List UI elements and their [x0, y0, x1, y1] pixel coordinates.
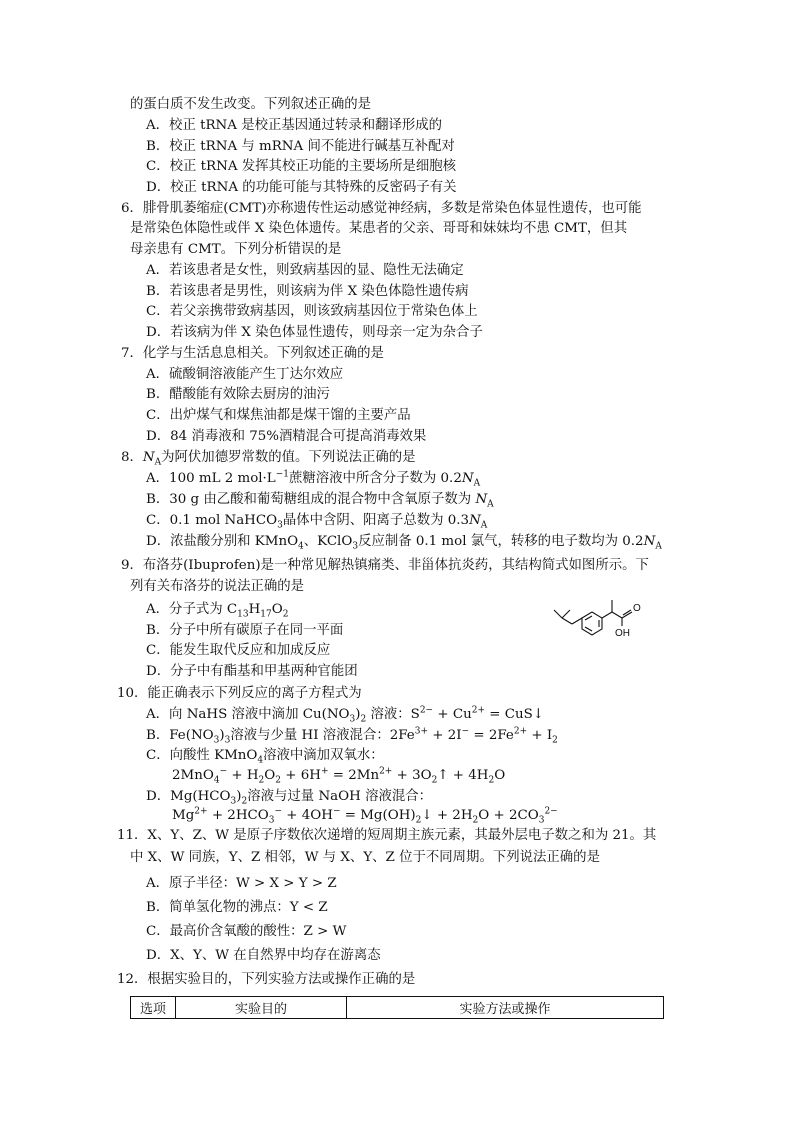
q8-d-na: N [643, 534, 656, 549]
q11-option-a: A．原子半径：W > X > Y > Z [146, 876, 337, 891]
q10-option-a [146, 705, 544, 725]
q8-c-text: C．0.1 mol NaHCO [146, 513, 278, 528]
q6-option-b: B．若该患者是男性，则该病为伴 X 染色体隐性遗传病 [146, 284, 469, 299]
q9-a-sub1: 13 [237, 609, 249, 620]
q10-c2-t3: O [264, 768, 276, 783]
q10-d2-t3: + 4OH [282, 808, 333, 823]
q10-a-sp2: 2+ [471, 705, 485, 716]
q10-b-s1: 3 [213, 735, 220, 746]
q7-stem: 7．化学与生活息息相关。下列叙述正确的是 [121, 346, 384, 361]
q8-a-na-sub: A [473, 478, 481, 489]
propionic-bond-2 [612, 612, 622, 618]
q10-b-sp2: − [461, 726, 470, 737]
q8-na-symbol: N [142, 450, 155, 465]
q9-stem-line1: 9．布洛芬(Ibuprofen)是一种常见解热镇痛类、非甾体抗炎药，其结构简式如图所示。下 [121, 558, 649, 573]
q10-c2-t8: O [494, 768, 506, 783]
q8-d-text3: 反应制备 0.1 mol 氯气，转移的电子数均为 0.2 [358, 534, 644, 549]
q10-b-sp1: 3+ [414, 726, 429, 737]
q11-option-c: C．最高价含氧酸的酸性：Z > W [146, 924, 347, 939]
q10-a-t3: 溶液：S [366, 707, 420, 722]
q8-d-text: D．浓盐酸分别和 KMnO [146, 534, 299, 549]
q8-d-sub: 4 [298, 541, 304, 552]
q10-d2-s4: 3 [538, 815, 545, 826]
q10-c2-s2: 2 [258, 775, 265, 786]
q10-c-t1: C．向酸性 KMnO [146, 748, 258, 763]
q10-d2-t2: + 2HCO [207, 808, 269, 823]
q9-a-o: O [271, 602, 283, 617]
hydroxyl-label: OH [615, 628, 630, 638]
q5-option-d: D．校正 tRNA 的功能可能与其特殊的反密码子有关 [146, 180, 457, 195]
q10-c2-t6: + 3O [392, 768, 432, 783]
q9-a-sub3: 2 [282, 609, 289, 620]
q10-d-t3: 溶液与过量 NaOH 溶液混合： [247, 789, 433, 804]
q7-option-d: D．84 消毒液和 75%酒精混合可提高消毒效果 [146, 429, 427, 444]
q8-d-text2: 、KClO [303, 534, 353, 549]
q8-number: 8． [121, 450, 143, 465]
q10-c2-s1: 4 [213, 775, 220, 786]
q8-c-na: N [469, 513, 481, 528]
q10-b-s3: 2 [552, 735, 558, 746]
q10-option-d-equation [172, 806, 558, 826]
table-header-method: 实验方法或操作 [347, 997, 664, 1019]
q10-d2-t5: ↓ + 2H [421, 808, 473, 823]
q12-experiment-table [130, 996, 664, 1019]
q8-option-d [146, 532, 662, 552]
q8-c-na-sub: A [480, 520, 488, 531]
q8-option-a [146, 469, 480, 489]
q10-option-c [146, 746, 384, 766]
q12-stem: 12．根据实验目的，下列实验方法或操作正确的是 [117, 972, 416, 987]
q10-b-t4: + 2I [428, 728, 462, 743]
q8-stem [121, 448, 416, 468]
q8-b-na: N [475, 492, 488, 507]
q10-b-t1: B．Fe(NO [146, 728, 214, 743]
q10-stem: 10．能正确表示下列反应的离子方程式为 [117, 686, 362, 701]
q9-option-b: B．分子中所有碳原子在同一平面 [146, 623, 344, 638]
q8-d-na-sub: A [655, 541, 662, 552]
q6-stem-line1: 6．腓骨肌萎缩症(CMT)亦称遗传性运动感觉神经病，多数是常染色体显性遗传，也可能 [121, 201, 642, 216]
q10-b-t3: 溶液与少量 HI 溶液混合：2Fe [230, 728, 415, 743]
q10-d2-sp2: − [274, 806, 283, 817]
q10-d2-sp4: 2− [544, 806, 558, 817]
q10-option-d [146, 787, 432, 807]
q7-option-a: A．硫酸铜溶液能产生丁达尔效应 [146, 367, 344, 382]
q8-d-sub2: 3 [352, 541, 359, 552]
q5-option-b: B．校正 tRNA 与 mRNA 间不能进行碱基互补配对 [146, 139, 455, 154]
q10-c2-t2: + H [227, 768, 259, 783]
q10-b-t6: + I [527, 728, 553, 743]
carbonyl-bond-b [623, 610, 631, 615]
q10-d-t2: ) [236, 789, 242, 804]
q10-b-sp3: 2+ [513, 726, 528, 737]
q8-c-text2: 晶体中含阴、阳离子总数为 0.3 [282, 513, 470, 528]
q10-c2-t1: 2MnO [172, 768, 214, 783]
q10-d2-t6: O + 2CO [478, 808, 539, 823]
q6-stem-line2: 是常染色体隐性或伴 X 染色体遗传。某患者的父亲、哥哥和妹妹均不患 CMT，但其 [130, 221, 628, 236]
q8-b-na-sub: A [487, 499, 494, 510]
table-header-option: 选项 [131, 997, 176, 1019]
q9-a-sub2: 17 [260, 609, 272, 620]
q10-a-sp1: 2− [419, 705, 434, 716]
q10-c2-t7: ↑ + 4H [437, 768, 489, 783]
q10-c-s1: 4 [257, 755, 264, 766]
q10-d-s1: 3 [230, 796, 237, 807]
q10-c2-s4: 2 [431, 775, 438, 786]
propionic-bond-1 [602, 612, 612, 618]
q7-option-b: B．醋酸能有效除去厨房的油污 [146, 387, 330, 402]
isobutyl-bond-3 [562, 618, 572, 624]
table-header-row [131, 997, 664, 1019]
isobutyl-bond-1 [554, 610, 562, 618]
q5-option-a: A．校正 tRNA 是校正基因通过转录和翻译形成的 [146, 118, 443, 133]
q10-option-b [146, 726, 558, 746]
q10-d2-sp3: − [332, 806, 341, 817]
q9-a-text: A．分子式为 C [146, 602, 238, 617]
q10-a-t4: + Cu [433, 707, 472, 722]
q11-stem-line1: 11．X、Y、Z、W 是原子序数依次递增的短周期主族元素，其最外层电子数之和为 21。其 [117, 828, 657, 843]
q9-option-a [146, 600, 288, 620]
q5-stem-continuation: 的蛋白质不发生改变。下列叙述正确的是 [130, 97, 372, 112]
q10-a-t5: = CuS↓ [485, 707, 544, 722]
q10-d2-s3: 2 [472, 815, 479, 826]
q8-option-c [146, 511, 487, 531]
q10-c-t2: 溶液中滴加双氧水： [263, 748, 384, 763]
q7-option-c: C．出炉煤气和煤焦油都是煤干馏的主要产品 [146, 408, 411, 423]
isobutyl-bond-4 [572, 618, 582, 624]
q8-b-text: B．30 g 由乙酸和葡萄糖组成的混合物中含氧原子数为 [146, 492, 476, 507]
q10-c2-t4: + 6H [281, 768, 321, 783]
q11-option-b: B．简单氢化物的沸点：Y < Z [146, 900, 328, 915]
q8-a-text2: 蔗糖溶液中所含分子数为 0.2 [288, 471, 462, 486]
carbonyl-oxygen-label: O [633, 603, 641, 614]
q10-d-t1: D．Mg(HCO [146, 789, 231, 804]
q6-stem-line3: 母亲患有 CMT。下列分析错误的是 [130, 242, 342, 257]
q10-d-s2: 2 [241, 796, 248, 807]
q6-option-c: C．若父亲携带致病基因，则该致病基因位于常染色体上 [146, 304, 478, 319]
q9-stem-line2: 列有关布洛芬的说法正确的是 [130, 579, 305, 594]
q11-stem-line2: 中 X、W 同族，Y、Z 相邻，W 与 X、Y、Z 位于不同周期。下列说法正确的是 [130, 850, 600, 865]
q10-option-c-equation [172, 766, 505, 786]
q8-stem-text: 为阿伏加德罗常数的值。下列说法正确的是 [161, 450, 416, 465]
q10-c2-sp3: 2+ [379, 766, 393, 777]
ibuprofen-structure-diagram [552, 590, 652, 638]
isobutyl-bond-2 [562, 610, 570, 618]
q10-d2-s2: 2 [415, 815, 422, 826]
q9-option-c: C．能发生取代反应和加成反应 [146, 643, 331, 658]
q10-d2-sp1: 2+ [194, 806, 208, 817]
q6-option-a: A．若该患者是女性，则致病基因的显、隐性无法确定 [146, 263, 464, 278]
benzene-double-bond-1 [585, 616, 592, 620]
q10-d2-t1: Mg [172, 808, 195, 823]
q8-c-sub: 3 [277, 520, 283, 531]
q8-a-na: N [461, 471, 474, 486]
q10-c2-s3: 2 [275, 775, 281, 786]
q10-a-t2: ) [355, 707, 361, 722]
q10-c2-s5: 2 [488, 775, 495, 786]
q8-a-text: A．100 mL 2 mol·L [146, 471, 276, 486]
q10-c2-sp2: + [320, 766, 329, 777]
q5-option-c: C．校正 tRNA 发挥其校正功能的主要场所是细胞核 [146, 159, 457, 174]
table-header-purpose: 实验目的 [176, 997, 347, 1019]
q10-b-t5: = 2Fe [469, 728, 514, 743]
q10-d2-t4: = Mg(OH) [340, 808, 416, 823]
q10-a-s1: 3 [349, 714, 356, 725]
q10-b-s2: 3 [224, 735, 231, 746]
q8-na-subscript: A [154, 457, 162, 468]
q8-a-sup: −1 [275, 469, 289, 480]
q10-b-t2: ) [219, 728, 225, 743]
q11-option-d: D．X、Y、W 在自然界中均存在游离态 [146, 948, 381, 963]
q8-option-b [146, 490, 494, 510]
q10-d2-s1: 3 [268, 815, 275, 826]
q6-option-d: D．若该病为伴 X 染色体显性遗传，则母亲一定为杂合子 [146, 325, 483, 340]
q10-a-t1: A．向 NaHS 溶液中滴加 Cu(NO [146, 707, 350, 722]
q9-a-h: H [248, 602, 261, 617]
q10-a-s2: 2 [360, 714, 367, 725]
q10-c2-t5: = 2Mn [328, 768, 380, 783]
q9-option-d: D．分子中有酯基和甲基两种官能团 [146, 664, 358, 679]
q10-c2-sp1: − [219, 766, 228, 777]
benzene-double-bond-3 [585, 627, 592, 631]
